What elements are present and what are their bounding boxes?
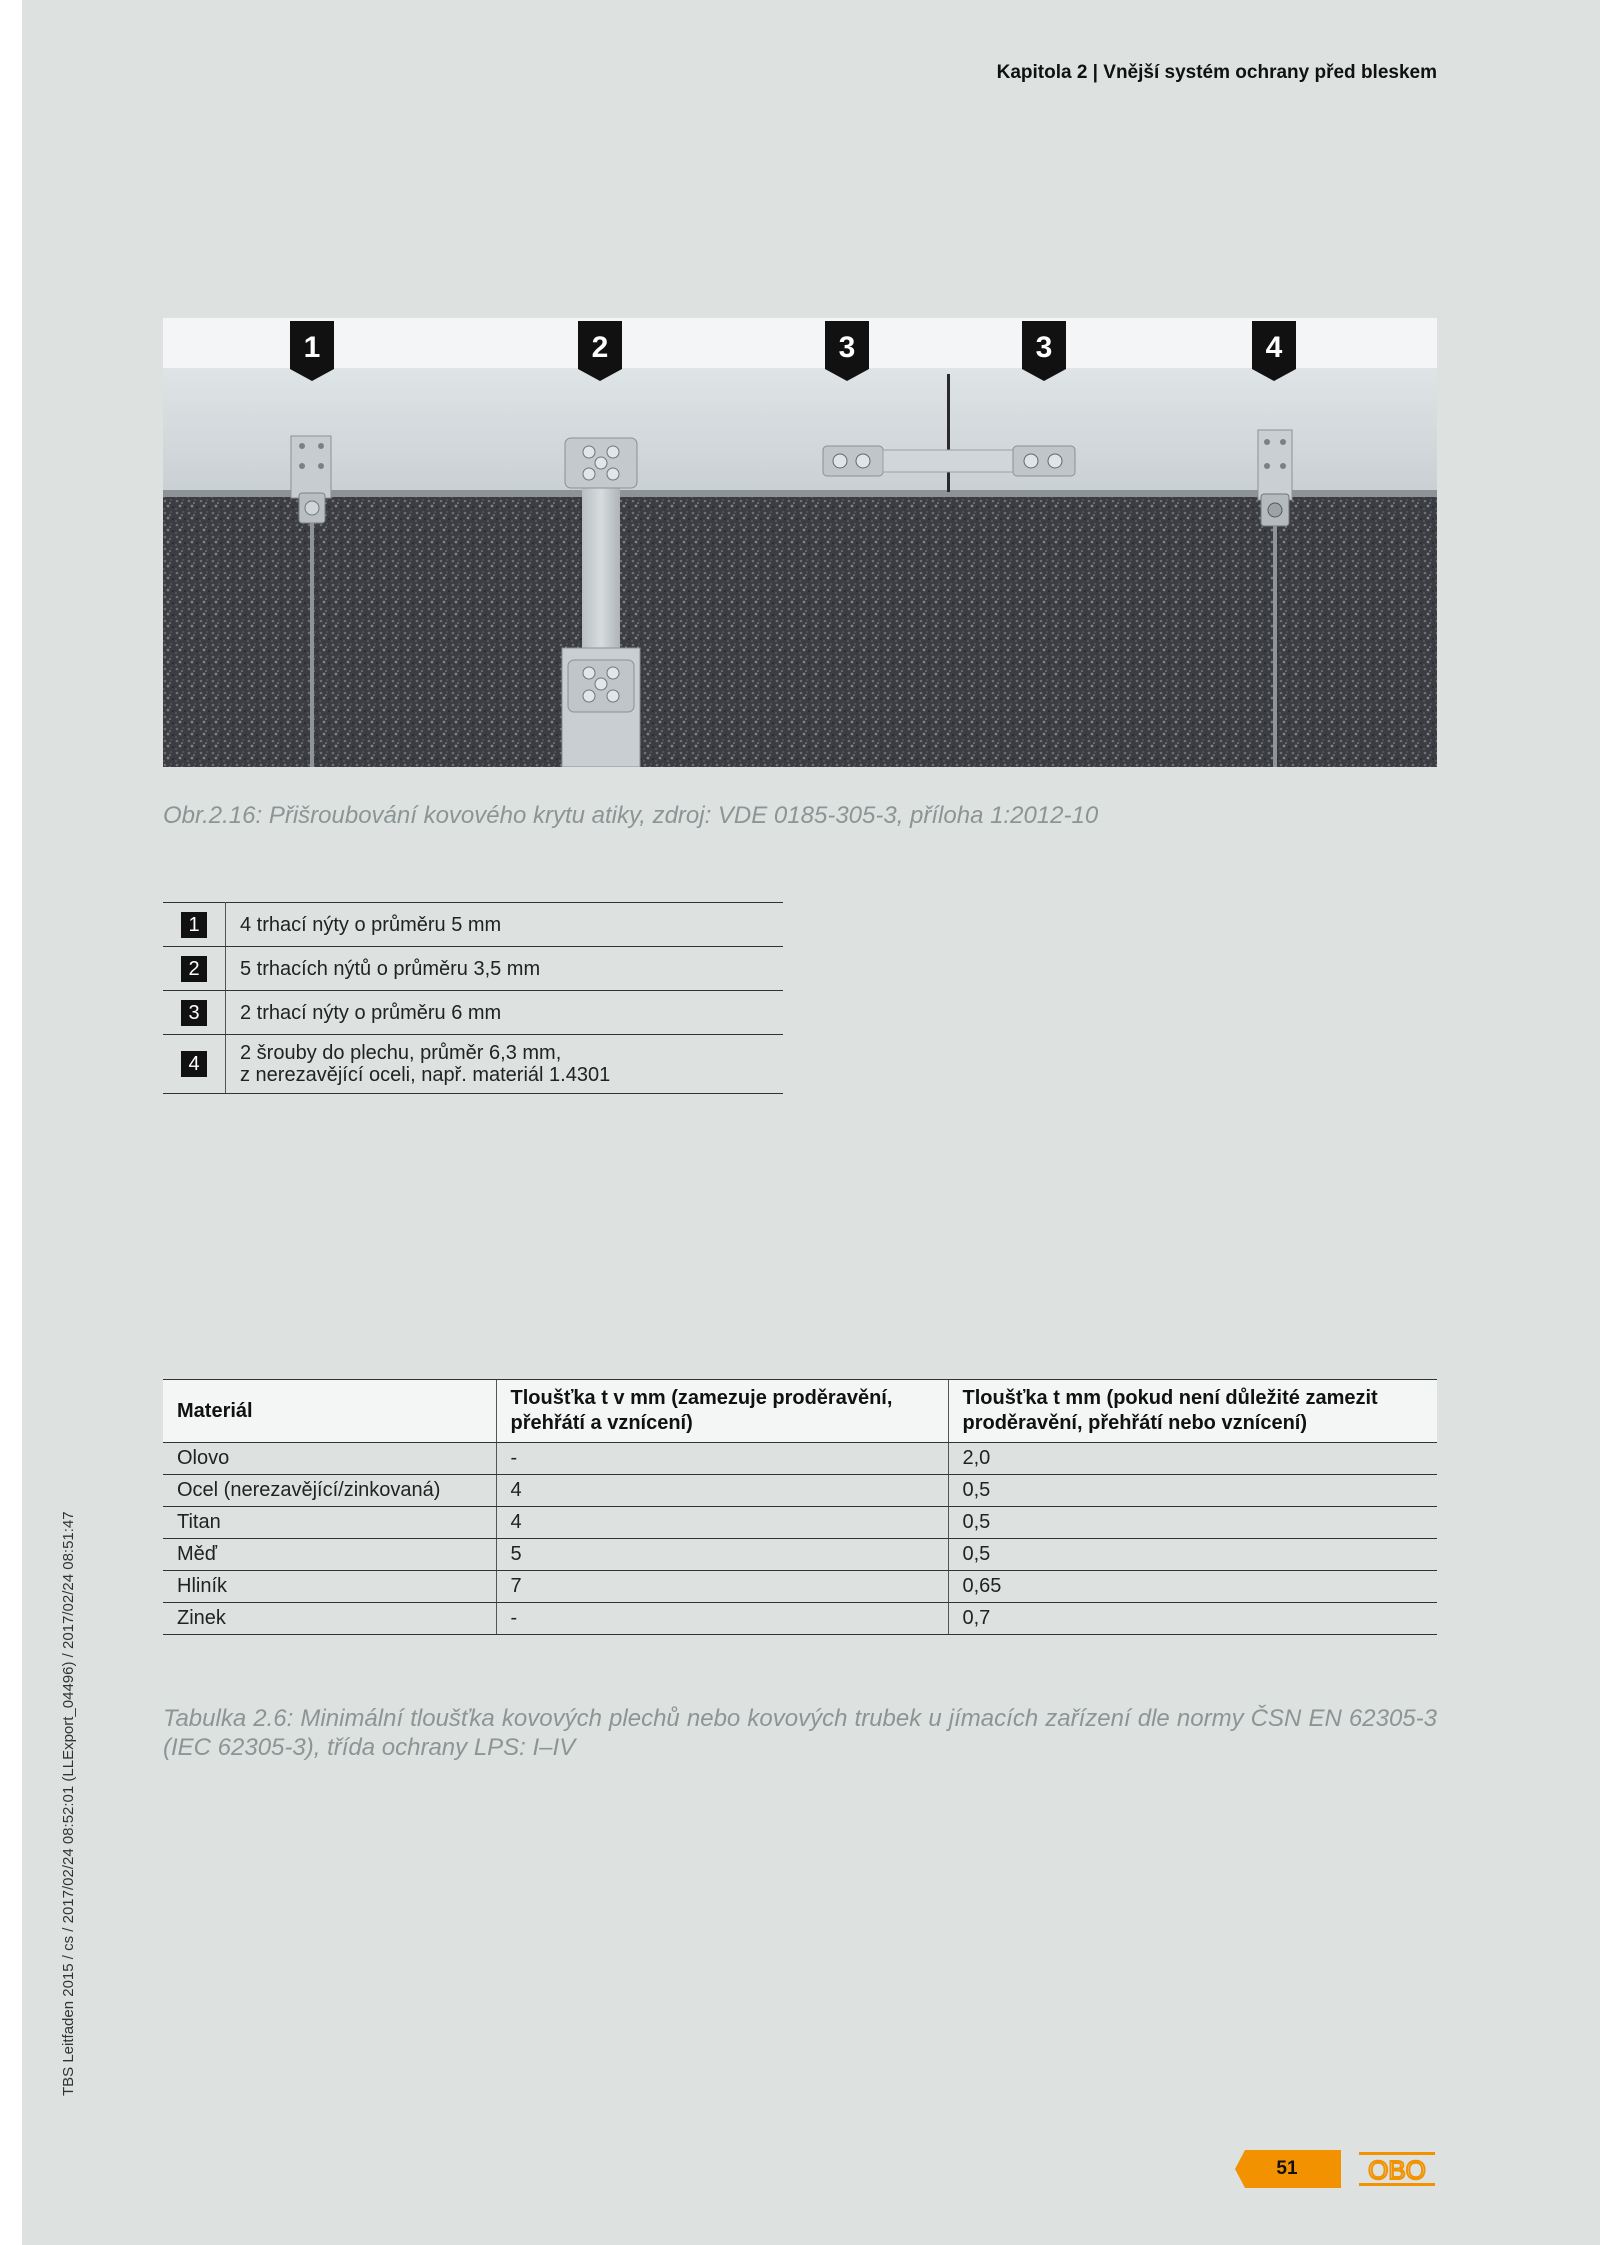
legend-text-line: 2 šrouby do plechu, průměr 6,3 mm,	[240, 1042, 562, 1064]
figure-caption: Obr.2.16: Přišroubování kovového krytu atiky, zdroj: VDE 0185-305-3, příloha 1:2012-10	[163, 802, 1099, 829]
table-row	[163, 1603, 1437, 1635]
table-row	[163, 1507, 1437, 1539]
logo-text: OBO	[1368, 2155, 1426, 2185]
table-cell: Ocel (nerezavějící/zinkovaná)	[163, 1475, 496, 1507]
marker-label: 1	[303, 331, 321, 364]
legend-row	[163, 947, 783, 991]
table-cell: 0,5	[948, 1507, 1437, 1539]
table-row	[163, 1475, 1437, 1507]
print-metadata-text: TBS Leitfaden 2015 / cs / 2017/02/24 08:52:01 (LLExport_04496) / 2017/02/24 08:51:47	[60, 1511, 77, 2096]
table-row	[163, 1539, 1437, 1571]
table-cell: Hliník	[163, 1571, 496, 1603]
legend-number: 3	[181, 1000, 207, 1026]
table-cell: 2,0	[948, 1443, 1437, 1475]
table-cell: 0,5	[948, 1539, 1437, 1571]
table-cell: 4	[496, 1475, 948, 1507]
table-header-row	[163, 1380, 1437, 1443]
legend-text: 5 trhacích nýtů o průměru 3,5 mm	[226, 947, 784, 991]
table-row	[163, 1443, 1437, 1475]
column-header-thickness-unprotected: Tloušťka t mm (pokud není důležité zamezit proděravění, přehřátí nebo vznícení)	[948, 1380, 1437, 1443]
legend-text-line: z nerezavějící oceli, např. materiál 1.4301	[240, 1064, 611, 1086]
table-cell: Zinek	[163, 1603, 496, 1635]
legend-row	[163, 1035, 783, 1094]
legend-text: 4 trhací nýty o průměru 5 mm	[226, 903, 784, 947]
table-cell: 5	[496, 1539, 948, 1571]
table-cell: 7	[496, 1571, 948, 1603]
table-row	[163, 1571, 1437, 1603]
column-header-thickness-protected: Tloušťka t v mm (zamezuje proděravění, přehřátí a vznícení)	[496, 1380, 948, 1443]
legend-text: 2 trhací nýty o průměru 6 mm	[226, 991, 784, 1035]
table-cell: 0,5	[948, 1475, 1437, 1507]
legend-number: 4	[181, 1051, 207, 1077]
marker-label: 2	[591, 331, 609, 364]
legend-row	[163, 903, 783, 947]
table-cell: Olovo	[163, 1443, 496, 1475]
materials-table	[163, 1379, 1437, 1635]
chapter-header: Kapitola 2 | Vnější systém ochrany před bleskem	[996, 62, 1437, 83]
legend-number: 1	[181, 912, 207, 938]
table-cell: 0,7	[948, 1603, 1437, 1635]
parapet-illustration	[163, 318, 1437, 767]
table-cell: Měď	[163, 1539, 496, 1571]
legend-row	[163, 991, 783, 1035]
table-caption: Tabulka 2.6: Minimální tloušťka kovových plechů nebo kovových trubek u jímacích zařízení dle normy ČSN EN 62305-3 (IEC 62305-3), třída ochrany LPS: I–IV	[163, 1705, 1437, 1762]
figure-photo	[163, 318, 1437, 767]
table-cell: -	[496, 1443, 948, 1475]
legend-table	[163, 902, 783, 1094]
marker-label: 4	[1265, 331, 1283, 364]
marker-label: 3	[1035, 331, 1053, 364]
page-number: 51	[1276, 2158, 1298, 2179]
marker-label: 3	[838, 331, 856, 364]
table-cell: Titan	[163, 1507, 496, 1539]
table-cell: -	[496, 1603, 948, 1635]
obo-logo	[1359, 2150, 1435, 2188]
column-header-material: Materiál	[163, 1380, 496, 1443]
page-footer	[1235, 2150, 1435, 2190]
legend-number: 2	[181, 956, 207, 982]
table-cell: 0,65	[948, 1571, 1437, 1603]
legend-text	[226, 1035, 784, 1094]
table-cell: 4	[496, 1507, 948, 1539]
